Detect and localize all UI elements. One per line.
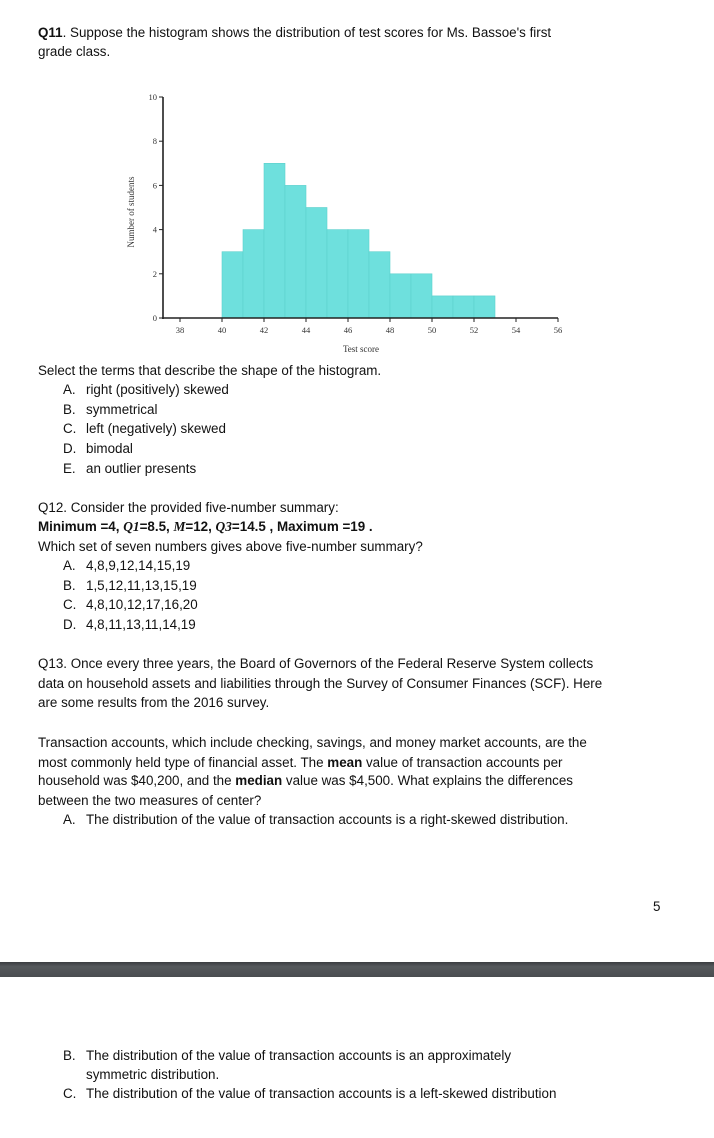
q13-p2-l4: between the two measures of center? xyxy=(38,793,262,808)
y-tick-label: 8 xyxy=(152,136,157,147)
option-letter: B. xyxy=(63,577,76,593)
x-tick-label: 46 xyxy=(343,325,353,335)
q11-option-b[interactable] xyxy=(63,400,157,419)
q11-text: . Suppose the histogram shows the distribution of test scores for Ms. Bassoe's first xyxy=(62,25,552,40)
q13-p2-l2: most commonly held type of financial asset. The mean value of transaction accounts per xyxy=(38,755,563,770)
option-letter: C. xyxy=(63,421,77,437)
option-letter: E. xyxy=(63,460,76,476)
histogram-bar xyxy=(474,296,495,318)
x-tick-label: 48 xyxy=(385,325,395,335)
option-letter: D. xyxy=(63,617,77,633)
histogram-bar xyxy=(369,252,390,318)
histogram-bar xyxy=(348,230,369,318)
q11-label: Q11 xyxy=(38,25,63,40)
histogram-bar xyxy=(264,163,285,318)
q11-prompt: Select the terms that describe the shape of the histogram. xyxy=(38,363,382,378)
q12-summary: Minimum =4, Q1=8.5, M=12, Q3=14.5 , Maximum =19 . xyxy=(38,519,373,534)
x-tick-label: 54 xyxy=(511,325,521,335)
option-text: left (negatively) skewed xyxy=(86,421,226,437)
q12-option-c[interactable] xyxy=(63,595,198,614)
q13-p1-l3: are some results from the 2016 survey. xyxy=(38,695,270,710)
q13-p2-l1: Transaction accounts, which include checking, savings, and money market accounts, are the xyxy=(38,735,587,750)
q12-intro: Q12. Consider the provided five-number summary: xyxy=(38,500,339,515)
y-tick-label: 0 xyxy=(152,313,157,323)
y-tick-label: 4 xyxy=(152,224,157,235)
x-tick-label: 44 xyxy=(301,325,311,335)
histogram-bar xyxy=(306,208,327,319)
option-text: right (positively) skewed xyxy=(86,382,229,397)
q12-option-a[interactable] xyxy=(63,556,190,575)
option-letter: C. xyxy=(63,597,77,613)
x-tick-label: 56 xyxy=(553,325,563,335)
histogram-bar xyxy=(222,252,243,318)
q13-option-b[interactable]: B. The distribution of the value of transaction accounts is an approximately xyxy=(63,1048,512,1063)
q11-line2: grade class. xyxy=(38,44,111,59)
option-text: an outlier presents xyxy=(86,460,197,476)
histogram-bar xyxy=(432,296,453,318)
histogram-chart xyxy=(0,0,714,365)
x-tick-label: 38 xyxy=(175,325,185,335)
histogram-bar xyxy=(411,274,432,318)
x-tick-label: 42 xyxy=(259,325,269,335)
histogram-bar xyxy=(243,230,264,318)
option-text: symmetrical xyxy=(86,401,158,417)
option-text: 1,5,12,11,13,15,19 xyxy=(86,577,197,593)
q13-p1-l1: Q13. Once every three years, the Board of Governors of the Federal Reserve System collects xyxy=(38,656,594,671)
q11-option-a[interactable] xyxy=(63,380,229,399)
y-axis-label: Number of students xyxy=(126,176,136,248)
x-axis-label: Test score xyxy=(342,344,380,354)
y-tick-label: 6 xyxy=(152,180,157,191)
option-letter: A. xyxy=(63,558,76,573)
option-text: 4,8,10,12,17,16,20 xyxy=(86,597,198,613)
q13-p1-l2: data on household assets and liabilities through the Survey of Consumer Finances (SCF). Here xyxy=(38,676,603,691)
q13-option-c[interactable]: C. The distribution of the value of transaction accounts is a left-skewed distribution xyxy=(63,1086,557,1101)
option-text: 4,8,11,13,11,14,19 xyxy=(86,617,196,633)
x-tick-label: 50 xyxy=(427,325,437,335)
page-break-divider xyxy=(0,962,714,977)
q11-option-e[interactable] xyxy=(63,459,196,478)
option-text: bimodal xyxy=(86,441,133,457)
q12-question: Which set of seven numbers gives above five-number summary? xyxy=(38,539,423,554)
option-letter: B. xyxy=(63,401,76,417)
y-tick-label: 10 xyxy=(148,92,157,102)
histogram-bar xyxy=(285,185,306,318)
q12-option-d[interactable] xyxy=(63,615,196,634)
page-number: 5 xyxy=(653,899,661,914)
x-tick-label: 40 xyxy=(217,325,227,335)
y-tick-label: 2 xyxy=(152,268,157,279)
q13-option-b-cont: symmetric distribution. xyxy=(86,1067,220,1082)
q13-option-a[interactable]: A. The distribution of the value of transaction accounts is a right-skewed distribution. xyxy=(63,812,569,827)
x-tick-label: 52 xyxy=(469,325,479,335)
histogram-bar xyxy=(327,230,348,318)
option-letter: A. xyxy=(63,382,76,397)
q11-option-c[interactable] xyxy=(63,419,226,438)
q11-option-d[interactable] xyxy=(63,439,133,458)
option-letter: D. xyxy=(63,441,77,457)
histogram-bar xyxy=(390,274,411,318)
q12-option-b[interactable] xyxy=(63,576,197,595)
q13-p2-l3: household was $40,200, and the median value was $4,500. What explains the differences xyxy=(38,773,573,788)
histogram-bar xyxy=(453,296,474,318)
option-text: 4,8,9,12,14,15,19 xyxy=(86,558,191,573)
